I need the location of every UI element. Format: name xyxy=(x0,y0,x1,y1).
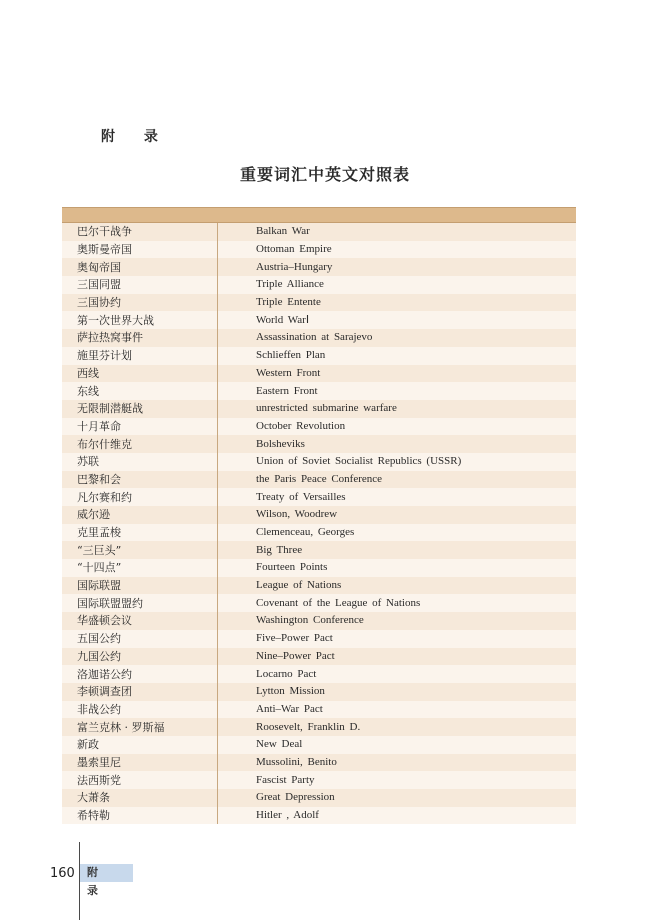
english-term: Eastern Front xyxy=(256,384,318,397)
chinese-term: 国际联盟盟约 xyxy=(77,596,143,610)
chinese-term: 三国同盟 xyxy=(77,278,121,292)
table-row xyxy=(62,365,576,383)
table-row xyxy=(62,612,576,630)
table-row xyxy=(62,683,576,701)
chinese-term: 施里芬计划 xyxy=(77,349,132,363)
english-term: New Deal xyxy=(256,738,303,751)
chinese-term: 巴黎和会 xyxy=(77,472,121,486)
chinese-term: 华盛顿会议 xyxy=(77,614,132,628)
english-term: Wilson, Woodrew xyxy=(256,508,338,521)
table-row xyxy=(62,382,576,400)
english-term: Ottoman Empire xyxy=(256,243,332,256)
chinese-term: 非战公约 xyxy=(77,702,121,716)
table-row xyxy=(62,311,576,329)
table-row xyxy=(62,754,576,772)
english-term: Union of Soviet Socialist Republics (USSR) xyxy=(256,455,462,468)
chinese-term: 三国协约 xyxy=(77,296,121,310)
table-row xyxy=(62,347,576,365)
chinese-term: “三巨头” xyxy=(77,543,122,557)
english-term: Locarno Pact xyxy=(256,667,317,680)
chinese-term: 九国公约 xyxy=(77,649,121,663)
english-term: Washington Conference xyxy=(256,614,364,627)
chinese-term: 布尔什维克 xyxy=(77,437,132,451)
chinese-term: 法西斯党 xyxy=(77,773,121,787)
chinese-term: 威尔逊 xyxy=(77,508,110,522)
table-row xyxy=(62,559,576,577)
table-row xyxy=(62,541,576,559)
chinese-term: 希特勒 xyxy=(77,809,110,823)
column-divider xyxy=(217,223,218,824)
chinese-term: 十月革命 xyxy=(77,419,121,433)
chinese-term: 新政 xyxy=(77,738,99,752)
chinese-term: “十四点” xyxy=(77,561,122,575)
chinese-term: 克里孟梭 xyxy=(77,526,121,540)
chinese-term: 凡尔赛和约 xyxy=(77,490,132,504)
english-term: Hitler , Adolf xyxy=(256,809,319,822)
table-row xyxy=(62,577,576,595)
english-term: World WarⅠ xyxy=(256,313,310,326)
table-row xyxy=(62,276,576,294)
table-row xyxy=(62,241,576,259)
english-term: Bolsheviks xyxy=(256,437,305,450)
english-term: Nine–Power Pact xyxy=(256,649,335,662)
footer-section-tab: 附 录 xyxy=(80,864,133,882)
english-term: League of Nations xyxy=(256,579,342,592)
table-row xyxy=(62,294,576,312)
table-row xyxy=(62,258,576,276)
glossary-table xyxy=(62,207,576,824)
english-term: the Paris Peace Conference xyxy=(256,472,383,485)
table-row xyxy=(62,807,576,825)
chinese-term: 西线 xyxy=(77,366,99,380)
chinese-term: 大萧条 xyxy=(77,791,110,805)
english-term: Five–Power Pact xyxy=(256,632,333,645)
chinese-term: 奥斯曼帝国 xyxy=(77,243,132,257)
table-header-band xyxy=(62,207,576,223)
table-row xyxy=(62,718,576,736)
table-row xyxy=(62,594,576,612)
chinese-term: 苏联 xyxy=(77,455,99,469)
table-row xyxy=(62,400,576,418)
chinese-term: 萨拉热窝事件 xyxy=(77,331,143,345)
table-row xyxy=(62,223,576,241)
chinese-term: 奥匈帝国 xyxy=(77,260,121,274)
english-term: Lytton Mission xyxy=(256,685,325,698)
chinese-term: 第一次世界大战 xyxy=(77,313,154,327)
table-row xyxy=(62,453,576,471)
table-row xyxy=(62,506,576,524)
english-term: Schlieffen Plan xyxy=(256,349,326,362)
english-term: Mussolini, Benito xyxy=(256,755,337,768)
table-row xyxy=(62,736,576,754)
section-label: 附 录 xyxy=(101,129,170,145)
chinese-term: 国际联盟 xyxy=(77,579,121,593)
chinese-term: 五国公约 xyxy=(77,632,121,646)
english-term: Clemenceau, Georges xyxy=(256,526,355,539)
english-term: Covenant of the League of Nations xyxy=(256,596,421,609)
chinese-term: 无限制潜艇战 xyxy=(77,402,143,416)
chinese-term: 东线 xyxy=(77,384,99,398)
table-row xyxy=(62,471,576,489)
table-row xyxy=(62,418,576,436)
english-term: Great Depression xyxy=(256,791,335,804)
english-term: Big Three xyxy=(256,543,303,556)
english-term: Anti–War Pact xyxy=(256,702,323,715)
table-row xyxy=(62,435,576,453)
english-term: Roosevelt, Franklin D. xyxy=(256,720,361,733)
table-row xyxy=(62,701,576,719)
chinese-term: 李顿调查团 xyxy=(77,685,132,699)
table-row xyxy=(62,789,576,807)
page-title: 重要词汇中英文对照表 xyxy=(239,165,410,184)
chinese-term: 富兰克林 · 罗斯福 xyxy=(77,720,165,734)
table-row xyxy=(62,488,576,506)
table-row xyxy=(62,648,576,666)
english-term: Fascist Party xyxy=(256,773,315,786)
chinese-term: 巴尔干战争 xyxy=(77,225,132,239)
english-term: October Revolution xyxy=(256,419,346,432)
english-term: Balkan War xyxy=(256,225,310,238)
glossary-rows xyxy=(62,223,576,824)
english-term: Treaty of Versailles xyxy=(256,490,346,503)
english-term: Austria–Hungary xyxy=(256,260,333,273)
table-row xyxy=(62,329,576,347)
english-term: unrestricted submarine warfare xyxy=(256,402,397,415)
table-row xyxy=(62,665,576,683)
english-term: Triple Entente xyxy=(256,296,321,309)
chinese-term: 墨索里尼 xyxy=(77,755,121,769)
table-row xyxy=(62,524,576,542)
english-term: Fourteen Points xyxy=(256,561,328,574)
page-number: 160 xyxy=(50,866,75,881)
english-term: Assassination at Sarajevo xyxy=(256,331,373,344)
chinese-term: 洛迦诺公约 xyxy=(77,667,132,681)
table-row xyxy=(62,771,576,789)
english-term: Western Front xyxy=(256,366,321,379)
table-row xyxy=(62,630,576,648)
english-term: Triple Alliance xyxy=(256,278,324,291)
